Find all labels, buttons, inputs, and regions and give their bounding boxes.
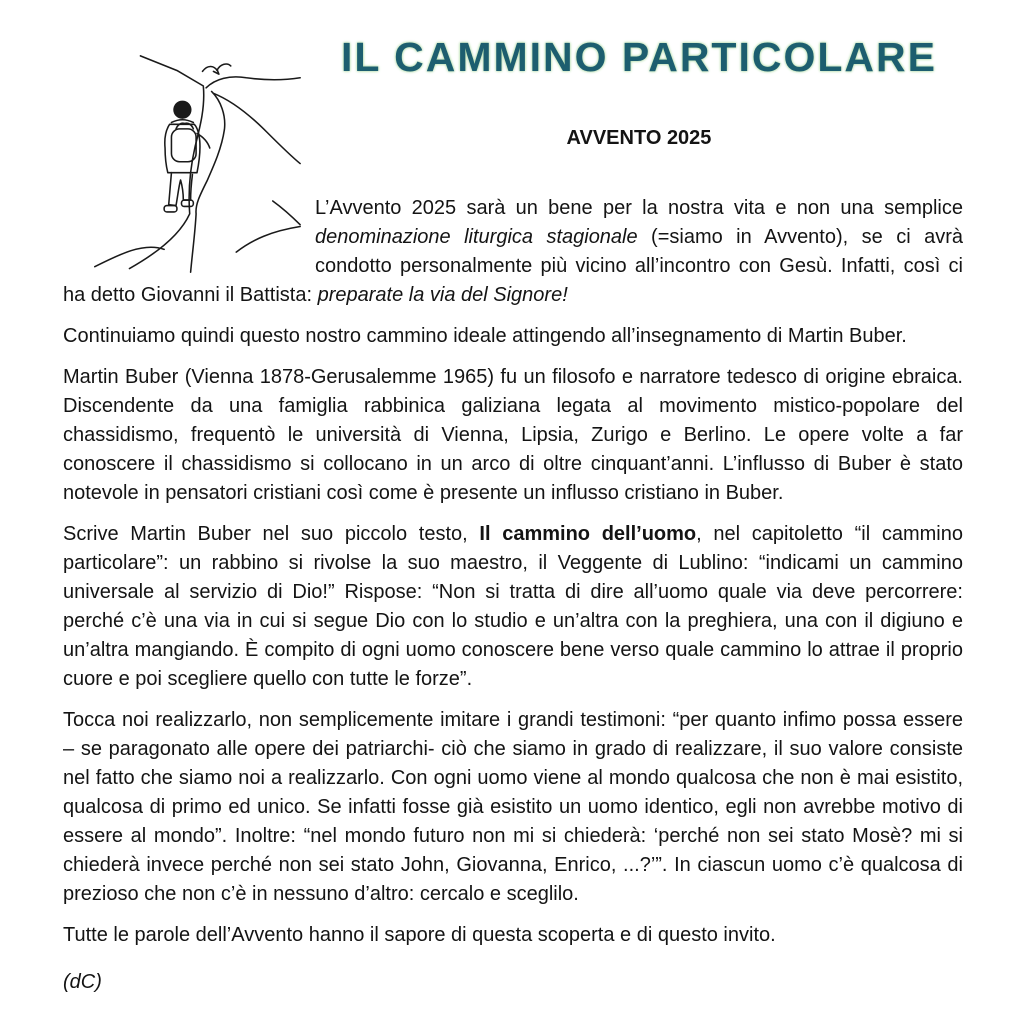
mid-right-slope-line bbox=[273, 201, 300, 225]
bird-icon bbox=[202, 64, 230, 74]
walking-path-drawing bbox=[83, 44, 311, 274]
paragraph-tocca-noi bbox=[63, 706, 963, 909]
text-run: Scrive Martin Buber nel suo piccolo testo, bbox=[63, 523, 480, 545]
lower-left-hill-line bbox=[95, 247, 164, 266]
text-run: (=siamo in Avvento), se ci avrà condotto personalmente più vicino all’incontro con Gesù. Infatti, così ci ha detto Giovanni il Battista: bbox=[63, 226, 963, 306]
walking-path-illustration bbox=[83, 44, 311, 274]
hill-ridge-line bbox=[140, 56, 203, 86]
text-run-bold: Il cammino dell’uomo bbox=[479, 523, 697, 545]
lower-right-hill-line bbox=[236, 227, 300, 253]
text-run: Continuiamo quindi questo nostro cammino ideale attingendo all’insegnamento di Martin Buber. bbox=[63, 325, 907, 347]
text-run: L’Avvento 2025 sarà un bene per la nostra vita e non una semplice bbox=[315, 197, 963, 219]
page-title: IL CAMMINO PARTICOLARE bbox=[341, 34, 937, 80]
path-right-edge bbox=[191, 91, 225, 272]
text-run-italic: denominazione liturgica stagionale bbox=[315, 226, 638, 248]
paragraph-biografia-buber bbox=[63, 363, 963, 508]
text-run: , nel capitoletto “il cammino particolare”: un rabbino si rivolse la suo maestro, il Veggente di Lublino: “indicami un cammino universale al servizio di Dio!” Rispose: “Non si tratta di dire all’uomo quale via deve percorrere: perché c’è una via in cui si segue Dio con lo studio e un’altra con la preghiera, una con il digiuno e un’altra mangiando. È compito di ogni uomo conoscere bene verso quale cammino lo attrae il proprio cuore e poi scegliere quello con tutte le forze”. bbox=[63, 523, 963, 690]
subtitle: AVVENTO 2025 bbox=[566, 127, 712, 149]
author-initials bbox=[63, 968, 963, 997]
text-run: Tocca noi realizzarlo, non semplicemente imitare i grandi testimoni: “per quanto infimo possa essere – se paragonato alle opere dei patriarchi- ciò che siamo in grado di realizzare, il suo valore consiste nel fatto che siamo noi a realizzarlo. Con ogni uomo viene al mondo qualcosa che non è mai esistito, qualcosa di primo ed unico. Se infatti fosse già esistito un uomo identico, egli non avrebbe motivo di essere al mondo”. Inoltre: “nel mondo futuro non mi si chiederà: ‘perché non sei stato Mosè? mi si chiederà invece perché non sei stato John, Giovanna, Enrico, ...?’”. In ciascun uomo c’è qualcosa di prezioso che non c’è in nessuno d’altro: cercalo e sceglilo. bbox=[63, 709, 963, 905]
paragraph-citazione-buber bbox=[63, 520, 963, 694]
text-run-italic: (dC) bbox=[63, 971, 102, 993]
right-slope-line bbox=[213, 93, 300, 163]
text-run: Martin Buber (Vienna 1878-Gerusalemme 1965) fu un filosofo e narratore tedesco di origine ebraica. Discendente da una famiglia rabbinica galiziana legata al movimento mistico-popolare del chassidismo, frequentò le università di Vienna, Lipsia, Zurigo e Berlino. Le opere volte a far conoscere il chassidismo si collocano in un arco di oltre cinquant’anni. L’influsso di Buber è stato notevole in pensatori cristiani così come è presente un influsso cristiano in Buber. bbox=[63, 366, 963, 504]
walker-icon bbox=[164, 101, 210, 212]
text-run: Tutte le parole dell’Avvento hanno il sapore di questa scoperta e di questo invito. bbox=[63, 924, 776, 946]
paragraph-continuiamo bbox=[63, 322, 963, 351]
text-run-italic: preparate la via del Signore! bbox=[317, 284, 568, 306]
paragraph-conclusione bbox=[63, 921, 963, 950]
horizon-line bbox=[206, 77, 300, 88]
